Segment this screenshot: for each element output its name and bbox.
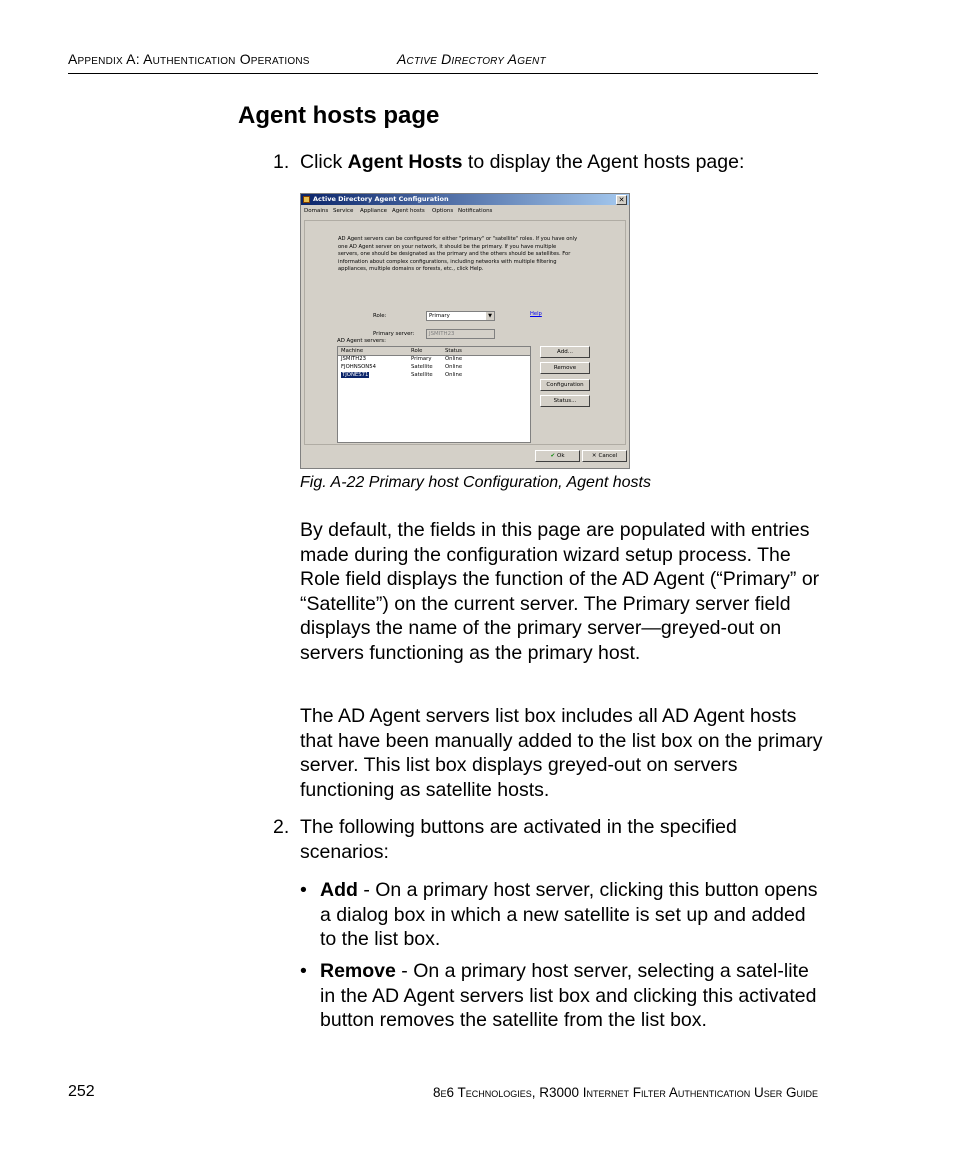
paragraph-list-box: The AD Agent servers list box includes all AD Agent hosts that have been manually added to the list box on the primary server. This list box displays greyed-out on servers functioning as satellite hosts. <box>300 705 823 801</box>
ok-label: Ok <box>557 453 565 459</box>
menu-domains[interactable]: Domains <box>304 208 329 214</box>
primary-server-label: Primary server: <box>373 331 415 337</box>
cross-icon: ✕ <box>591 453 597 459</box>
role-label: Role: <box>373 313 387 319</box>
menu-service[interactable]: Service <box>333 208 354 214</box>
paragraph-defaults: By default, the fields in this page are populated with entries made during the configuration wizard setup process. The Role field displays the function of the AD Agent (“Primary” or “Satellite”) on the current server. The Primary server field displays the name of the primary server—greyed-out on servers functioning as the primary host. <box>300 519 820 664</box>
figure-caption: Fig. A-22 Primary host Configuration, Agent hosts <box>300 474 651 491</box>
row-role: Satellite <box>411 372 433 378</box>
row-machine: JSMITH23 <box>341 356 367 362</box>
column-status[interactable]: Status <box>445 348 462 354</box>
bullet-text <box>320 959 825 1033</box>
ad-agent-servers-label: AD Agent servers: <box>337 338 386 344</box>
cancel-label: Cancel <box>598 453 618 459</box>
role-select[interactable] <box>426 311 495 321</box>
bullet-icon: • <box>300 960 307 982</box>
menu-bar <box>301 206 629 217</box>
step-number: 2. <box>273 816 290 838</box>
step-number: 1. <box>273 151 290 173</box>
step-text-bold: Agent Hosts <box>347 151 463 173</box>
row-status: Online <box>445 356 463 362</box>
row-role: Primary <box>411 356 432 362</box>
footer-title: 8e6 Technologies, R3000 Internet Filter Authentication User Guide <box>432 1085 818 1100</box>
section-title: Agent hosts page <box>238 102 440 129</box>
help-link[interactable]: Help <box>530 311 542 317</box>
header-chapter: Appendix A: Authentication Operations <box>68 51 310 67</box>
bullet-description: - On a primary host server, clicking this button opens a dialog box in which a new satellite is set up and added to the list box. <box>320 879 818 951</box>
status-button[interactable]: Status... <box>540 395 590 407</box>
menu-notifications[interactable]: Notifications <box>458 208 493 214</box>
header-section: Active Directory Agent <box>397 51 546 67</box>
app-icon <box>303 196 310 203</box>
step-text: The following buttons are activated in the specified scenarios: <box>300 816 737 863</box>
chevron-down-icon[interactable]: ▼ <box>486 312 494 320</box>
list-item-selected[interactable] <box>338 372 530 380</box>
menu-agent-hosts[interactable]: Agent hosts <box>392 208 425 214</box>
page-number: 252 <box>68 1083 95 1100</box>
bullet-term: Add <box>320 879 358 901</box>
row-status: Online <box>445 372 463 378</box>
cancel-button[interactable] <box>582 450 627 462</box>
running-header <box>68 51 818 74</box>
window-titlebar <box>301 194 629 205</box>
menu-options[interactable]: Options <box>432 208 454 214</box>
step-text-post: to display the Agent hosts page: <box>462 151 745 173</box>
config-window-screenshot <box>300 193 630 469</box>
step-text-pre: Click <box>300 151 348 173</box>
column-role[interactable]: Role <box>411 348 423 354</box>
role-select-value: Primary <box>429 313 450 319</box>
list-header <box>338 347 530 356</box>
list-item[interactable] <box>338 364 530 372</box>
bullet-description: - On a primary host server, selecting a satel-lite in the AD Agent servers list box and clicking this activated button removes the satellite from the list box. <box>320 960 817 1032</box>
row-machine: TJONES71 <box>342 372 369 378</box>
step-text <box>300 150 820 175</box>
close-icon[interactable]: ✕ <box>616 195 627 205</box>
primary-server-field <box>426 329 495 339</box>
bullet-icon: • <box>300 879 307 901</box>
ad-agent-servers-list[interactable] <box>337 346 531 443</box>
window-title: Active Directory Agent Configuration <box>313 195 449 203</box>
bullet-text <box>320 878 825 952</box>
bullet-term: Remove <box>320 960 396 982</box>
row-role: Satellite <box>411 364 433 370</box>
row-machine: FJOHNSON54 <box>341 364 376 370</box>
row-status: Online <box>445 364 463 370</box>
agent-hosts-panel <box>304 220 626 445</box>
primary-server-value: JSMITH23 <box>429 331 455 337</box>
remove-button[interactable]: Remove <box>540 362 590 374</box>
list-item[interactable] <box>338 356 530 364</box>
ok-button[interactable] <box>535 450 580 462</box>
column-machine[interactable]: Machine <box>341 348 364 354</box>
configuration-button[interactable]: Configuration <box>540 379 590 391</box>
menu-appliance[interactable]: Appliance <box>360 208 388 214</box>
intro-text: AD Agent servers can be configured for either "primary" or "satellite" roles. If you have only one AD Agent server on your network, it should be the primary. If you have multiple servers, one should be designated as the primary and the others should be satellites. For information about complex configurations, including networks with multiple filtering appliances, multiple domains or forests, etc., click Help. <box>338 236 578 273</box>
check-icon: ✔ <box>550 453 556 459</box>
add-button[interactable]: Add... <box>540 346 590 358</box>
